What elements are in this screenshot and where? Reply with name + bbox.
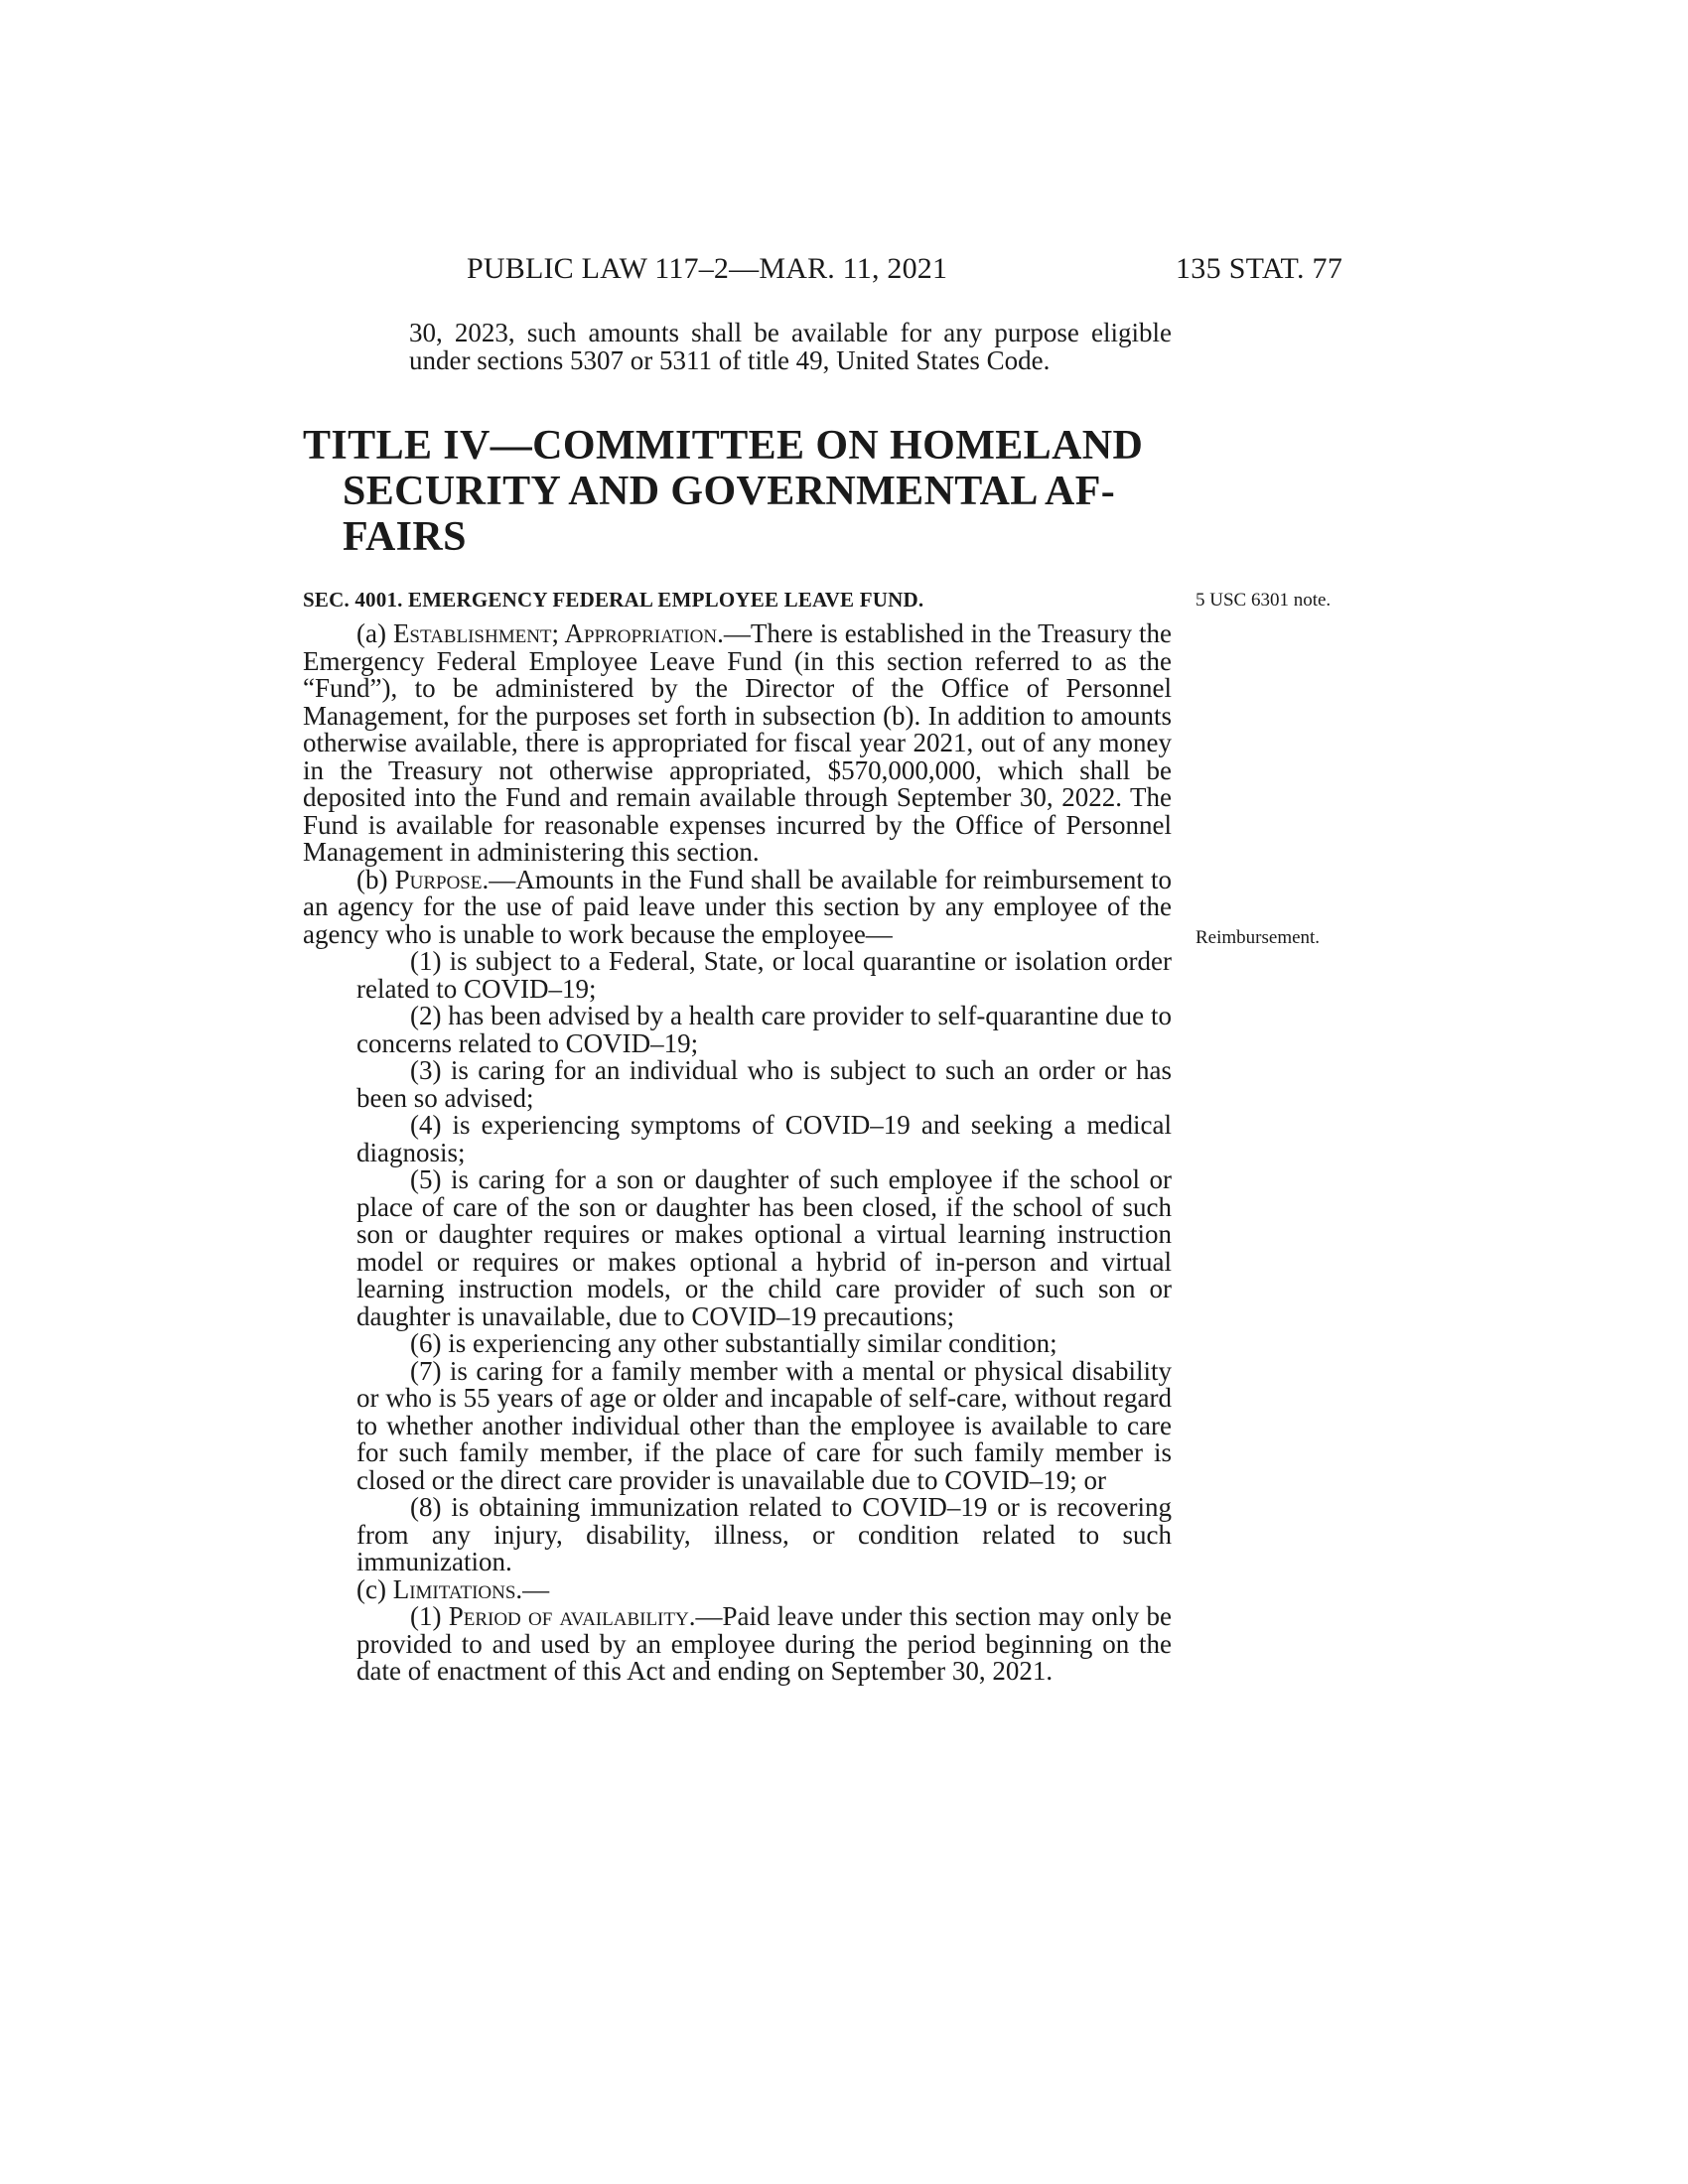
list-item: (7) is caring for a family member with a mental or physical disability or who is 55 years of age or older and incapable of self-care, without regard to whether another individual other than the employee is available to care for such family member, if the place of care for such family member is closed or the direct care provider is unavailable due to COVID–19; or [356, 1355, 1172, 1495]
paragraph-c1-text: —Paid leave under this section may only be provided to and used by an employee during the period beginning on the date of enactment of this Act and ending on September 30, 2021. [356, 1601, 1172, 1686]
title-line-1: TITLE IV—COMMITTEE ON HOMELAND [303, 423, 1144, 469]
margin-note-reimbursement: Reimbursement. [1196, 927, 1321, 948]
subsection-c-dash: — [522, 1573, 550, 1604]
subsection-c-label: (c) [356, 1573, 386, 1604]
list-item: (5) is caring for a son or daughter of such employee if the school or place of care of the son or daughter has been closed, if the school of such son or daughter requires or makes optional a virtual learning instruction model or requires or makes optional a hybrid of in-person and virtual learning instruction models, or the child care provider of such son or daughter is unavailable, due to COVID–19 precautions; [356, 1164, 1172, 1331]
title-line-3: FAIRS [343, 514, 467, 560]
paragraph-c1-caption: Period of availability. [448, 1601, 696, 1631]
list-item: (2) has been advised by a health care provider to self-quarantine due to concerns related to COVID–19; [356, 1001, 1172, 1058]
subsection-b [303, 864, 1172, 949]
subsection-c [303, 1573, 1172, 1604]
list-item: (6) is experiencing any other substantially similar condition; [410, 1328, 1057, 1358]
page-stat-number: 135 STAT. 77 [1176, 252, 1343, 285]
subsection-b-caption: Purpose. [394, 864, 490, 894]
title-line-2: SECURITY AND GOVERNMENTAL AF- [343, 469, 1116, 514]
subsection-a-text: —There is established in the Treasury the Emergency Federal Employee Leave Fund (in this section referred to as the “Fund”), to be administered by the Director of the Office of Personnel Management, for the purposes set forth in subsection (b). In addition to amounts otherwise available, there is appropriated for fiscal year 2021, out of any money in the Treasury not otherwise appropriated, $570,000,000, which shall be deposited into the Fund and remain available through September 30, 2022. The Fund is available for reasonable expenses incurred by the Office of Personnel Management in administering this section. [303, 618, 1173, 867]
section-heading: SEC. 4001. EMERGENCY FEDERAL EMPLOYEE LEAVE FUND. [303, 588, 924, 612]
subsection-b-text: —Amounts in the Fund shall be available for reimbursement to an agency for the use of paid leave under this section by any employee of the agency who is unable to work because the employee— [303, 864, 1172, 949]
list-item: (8) is obtaining immunization related to COVID–19 or is recovering from any injury, disability, illness, or condition related to such immunization. [356, 1492, 1172, 1576]
title-heading [303, 423, 1177, 560]
paragraph-c1 [303, 1603, 1172, 1686]
continuation-paragraph: 30, 2023, such amounts shall be available for any purpose eligible under sections 5307 or 5311 of title 49, United States Code. [409, 318, 1172, 375]
subsection-b-label: (b) [356, 864, 388, 894]
list-item: (1) is subject to a Federal, State, or local quarantine or isolation order related to COVID–19; [356, 946, 1172, 1004]
subsection-a-caption: Establishment; Appropriation. [392, 618, 724, 648]
paragraph-c1-label: (1) [410, 1601, 442, 1631]
list-item: (3) is caring for an individual who is subject to such an order or has been so advised; [356, 1055, 1172, 1113]
margin-note-usc: 5 USC 6301 note. [1196, 590, 1332, 611]
subsection-a [303, 620, 1172, 867]
subsection-a-label: (a) [356, 618, 386, 648]
running-header-title: PUBLIC LAW 117–2—MAR. 11, 2021 [467, 252, 948, 285]
section-body [303, 620, 1172, 1686]
subsection-c-caption: Limitations. [392, 1573, 523, 1604]
list-item: (4) is experiencing symptoms of COVID–19 and seeking a medical diagnosis; [356, 1110, 1172, 1167]
